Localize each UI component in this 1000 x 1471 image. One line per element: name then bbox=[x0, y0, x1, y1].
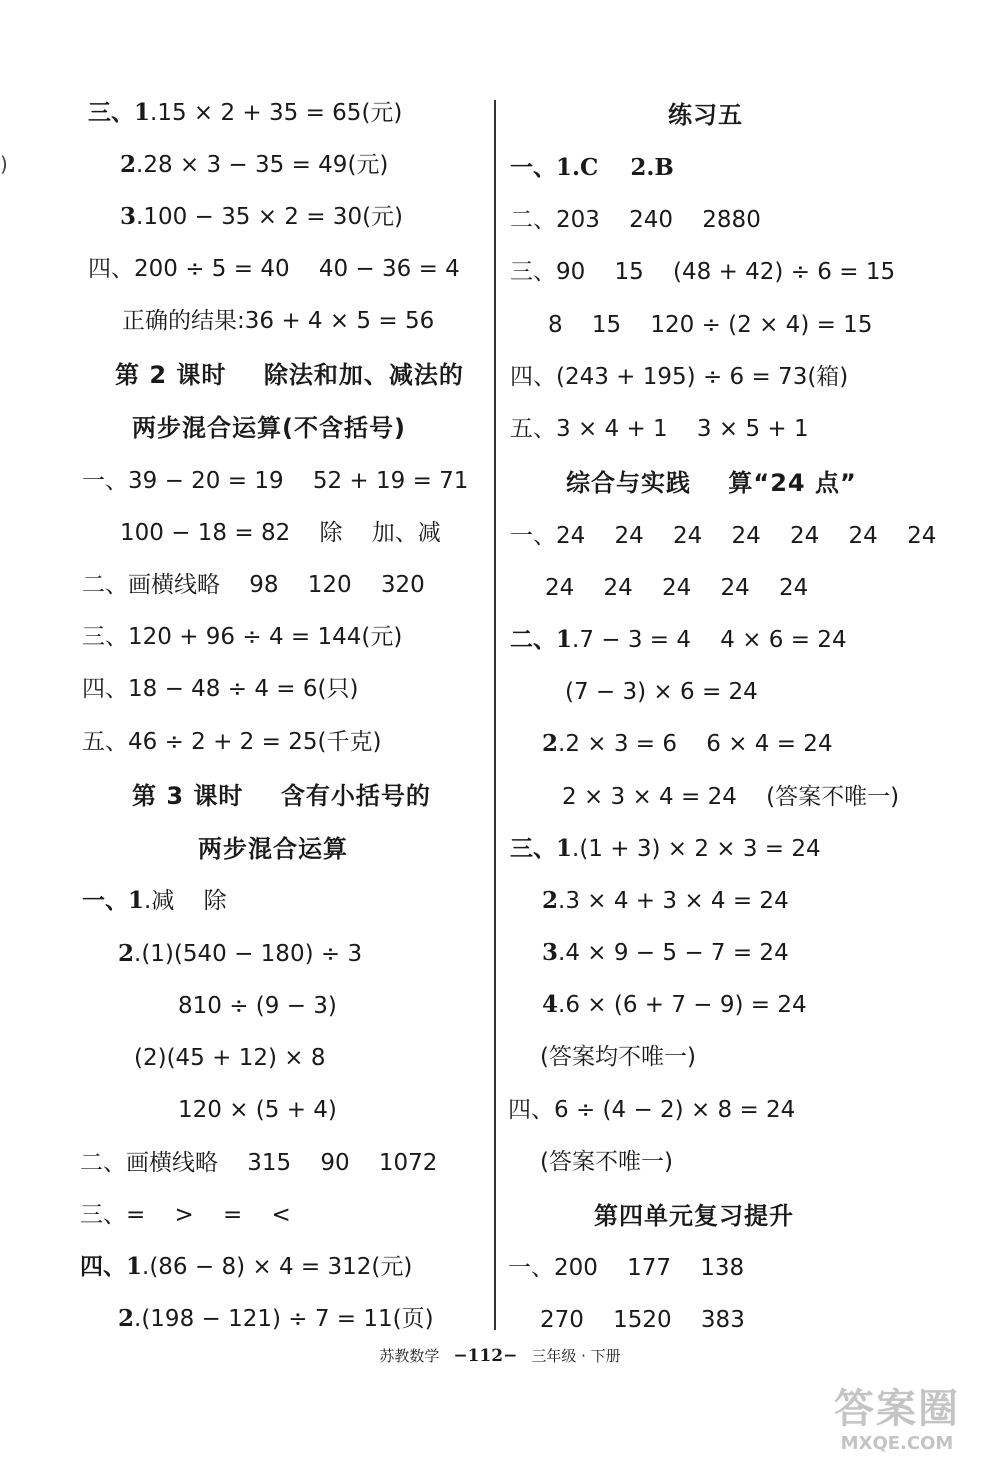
left-line-22: 三、= > = < bbox=[80, 1202, 291, 1228]
right-line-3: 二、203 240 2880 bbox=[510, 207, 761, 233]
left-line-19: (2)(45 + 12) × 8 bbox=[134, 1045, 326, 1071]
right-line-19: (答案均不唯一) bbox=[540, 1044, 696, 1070]
right-line-10: 24 24 24 24 24 bbox=[545, 575, 809, 601]
right-line-5: 8 15 120 ÷ (2 × 4) = 15 bbox=[548, 312, 873, 338]
watermark bbox=[812, 1385, 982, 1455]
left-line-2: 2.28 × 3 − 35 = 49(元) bbox=[120, 151, 389, 178]
column-divider bbox=[494, 100, 496, 1330]
right-line-15: 三、1.(1 + 3) × 2 × 3 = 24 bbox=[510, 835, 821, 862]
left-line-23: 四、1.(86 − 8) × 4 = 312(元) bbox=[80, 1253, 413, 1280]
section-heading-lesson2: 第 2 课时 除法和加、减法的 bbox=[115, 361, 464, 389]
right-line-23: 一、200 177 138 bbox=[508, 1255, 745, 1281]
right-line-16: 2.3 × 4 + 3 × 4 = 24 bbox=[542, 887, 789, 914]
left-line-8: 一、39 − 20 = 19 52 + 19 = 71 bbox=[82, 468, 469, 494]
footer-grade: 三年级 · 下册 bbox=[531, 1347, 621, 1365]
right-line-18: 4.6 × (6 + 7 − 9) = 24 bbox=[542, 991, 807, 1018]
page-edge-mark: ) bbox=[0, 152, 8, 176]
right-line-12: (7 − 3) × 6 = 24 bbox=[565, 679, 758, 705]
left-line-12: 四、18 − 48 ÷ 4 = 6(只) bbox=[82, 676, 359, 702]
page-footer bbox=[0, 1346, 1000, 1366]
right-line-21: (答案不唯一) bbox=[540, 1149, 673, 1175]
right-line-7: 五、3 × 4 + 1 3 × 5 + 1 bbox=[510, 416, 809, 442]
left-line-11: 三、120 + 96 ÷ 4 = 144(元) bbox=[82, 624, 403, 650]
section-heading-lesson2-sub: 两步混合运算(不含括号) bbox=[132, 414, 406, 442]
right-line-17: 3.4 × 9 − 5 − 7 = 24 bbox=[542, 939, 789, 966]
right-line-20: 四、6 ÷ (4 − 2) × 8 = 24 bbox=[508, 1097, 796, 1123]
page-number: −112− bbox=[453, 1346, 518, 1366]
left-line-3: 3.100 − 35 × 2 = 30(元) bbox=[120, 203, 404, 230]
left-line-20: 120 × (5 + 4) bbox=[178, 1097, 337, 1123]
right-line-4: 三、90 15 (48 + 42) ÷ 6 = 15 bbox=[510, 259, 896, 285]
right-line-2: 一、1.C 2.B bbox=[510, 154, 674, 181]
watermark-url: MXQE.COM bbox=[840, 1433, 954, 1454]
left-line-10: 二、画横线略 98 120 320 bbox=[82, 572, 425, 598]
section-heading-lesson3-sub: 两步混合运算 bbox=[198, 835, 348, 863]
left-line-4: 四、200 ÷ 5 = 40 40 − 36 = 4 bbox=[88, 256, 460, 282]
left-line-16: 一、1.减 除 bbox=[82, 887, 227, 914]
right-line-13: 2.2 × 3 = 6 6 × 4 = 24 bbox=[542, 730, 833, 757]
right-line-24: 270 1520 383 bbox=[540, 1307, 745, 1333]
right-line-9: 一、24 24 24 24 24 24 24 bbox=[510, 523, 937, 549]
section-heading-lesson3: 第 3 课时 含有小括号的 bbox=[132, 782, 431, 810]
left-line-13: 五、46 ÷ 2 + 2 = 25(千克) bbox=[82, 729, 382, 755]
right-line-6: 四、(243 + 195) ÷ 6 = 73(箱) bbox=[510, 364, 849, 390]
watermark-logo: 答案圈 bbox=[834, 1386, 960, 1432]
left-line-1: 三、1.15 × 2 + 35 = 65(元) bbox=[88, 99, 403, 126]
right-line-11: 二、1.7 − 3 = 4 4 × 6 = 24 bbox=[510, 626, 847, 653]
section-heading-unit4-review: 第四单元复习提升 bbox=[594, 1202, 794, 1230]
left-line-9: 100 − 18 = 82 除 加、减 bbox=[120, 520, 441, 546]
section-heading-exercise5: 练习五 bbox=[668, 101, 743, 129]
section-heading-24-points: 综合与实践 算“24 点” bbox=[566, 469, 857, 497]
right-line-14: 2 × 3 × 4 = 24 (答案不唯一) bbox=[562, 784, 900, 810]
footer-book-title: 苏教数学 bbox=[379, 1347, 440, 1365]
left-line-5: 正确的结果:36 + 4 × 5 = 56 bbox=[122, 308, 435, 334]
left-line-17: 2.(1)(540 − 180) ÷ 3 bbox=[118, 940, 363, 967]
left-line-21: 二、画横线略 315 90 1072 bbox=[80, 1150, 438, 1176]
left-line-18: 810 ÷ (9 − 3) bbox=[178, 993, 337, 1019]
left-line-24: 2.(198 − 121) ÷ 7 = 11(页) bbox=[118, 1305, 434, 1332]
